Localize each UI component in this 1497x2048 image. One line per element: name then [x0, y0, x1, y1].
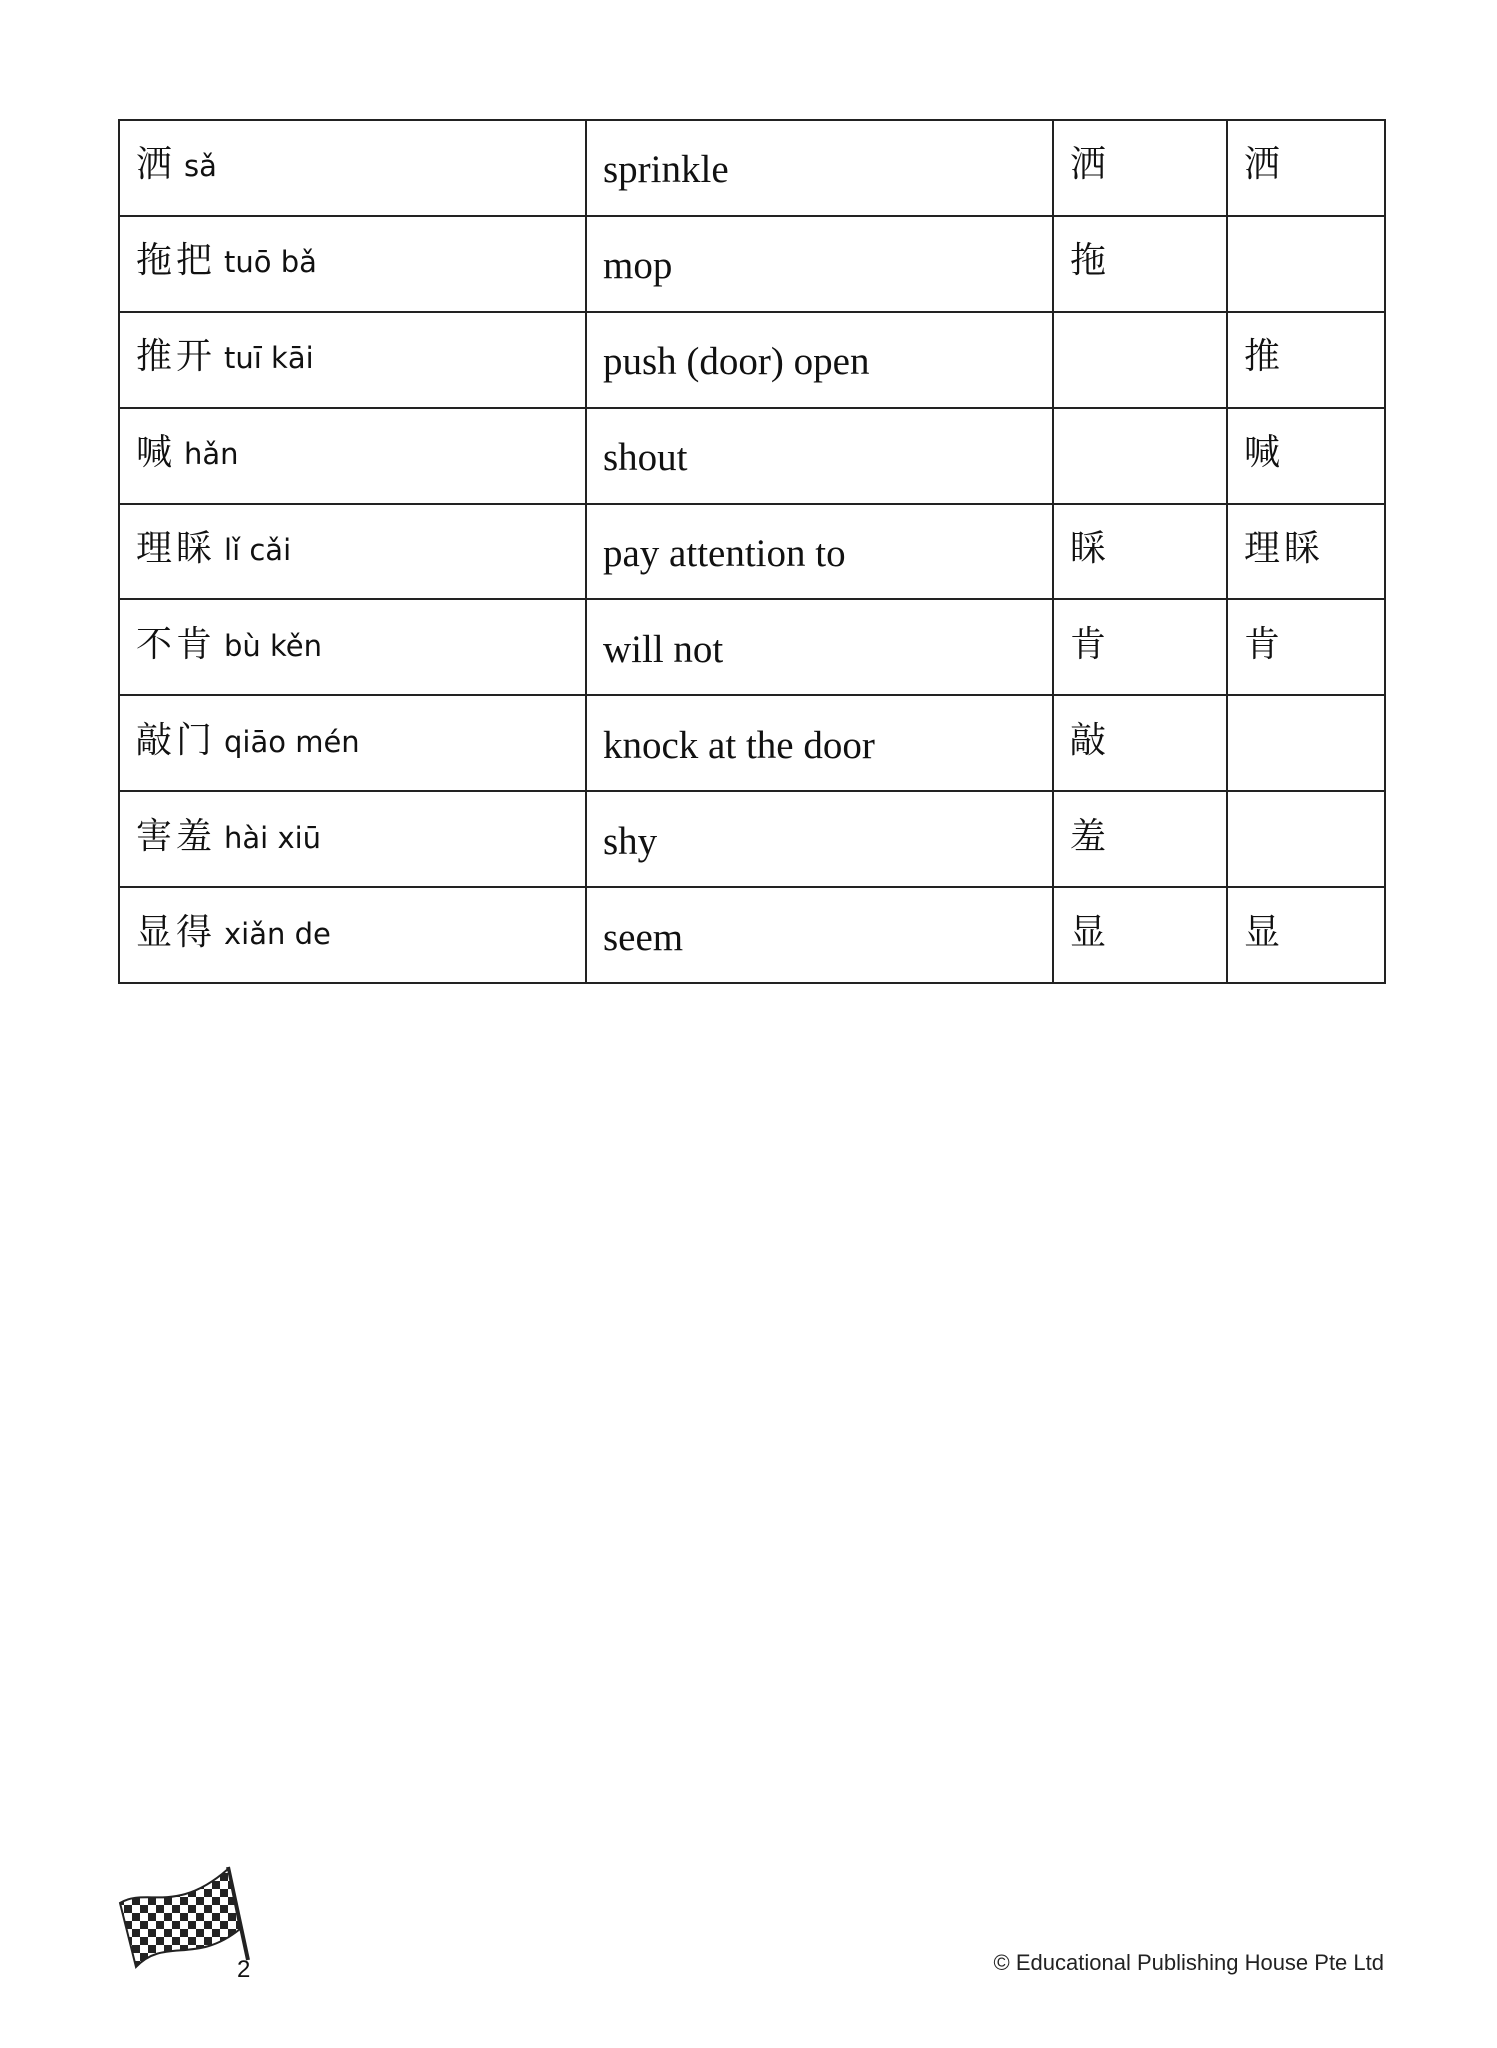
meaning-cell — [586, 695, 1053, 791]
meaning-cell — [586, 887, 1053, 983]
meaning-cell — [586, 312, 1053, 408]
word-cell — [119, 504, 586, 600]
chinese-word: 害羞 — [136, 815, 217, 857]
chinese-word: 敲门 — [136, 719, 217, 761]
pinyin: lǐ cǎi — [224, 532, 292, 567]
character-cell-a — [1053, 504, 1227, 600]
character-cell-a — [1053, 695, 1227, 791]
word-cell — [119, 791, 586, 887]
chinese-word: 拖把 — [136, 240, 217, 282]
character-cell-a — [1053, 408, 1227, 504]
character-b: 洒 — [1244, 144, 1285, 186]
checkered-flag-icon — [116, 1865, 256, 1975]
meaning-cell — [586, 791, 1053, 887]
character-b: 显 — [1244, 911, 1285, 953]
word-cell — [119, 120, 586, 216]
english-meaning: sprinkle — [603, 148, 729, 192]
word-cell — [119, 408, 586, 504]
chinese-word: 不肯 — [136, 623, 217, 665]
character-cell-a — [1053, 791, 1227, 887]
character-a: 显 — [1070, 911, 1111, 953]
character-cell-a — [1053, 120, 1227, 216]
character-cell-b — [1227, 791, 1385, 887]
meaning-cell — [586, 408, 1053, 504]
character-a: 羞 — [1070, 815, 1111, 857]
character-b: 理睬 — [1244, 527, 1325, 569]
character-a: 洒 — [1070, 144, 1111, 186]
character-cell-b — [1227, 408, 1385, 504]
character-a: 肯 — [1070, 623, 1111, 665]
meaning-cell — [586, 120, 1053, 216]
chinese-word: 显得 — [136, 911, 217, 953]
table-row — [119, 504, 1385, 600]
pinyin: hǎn — [184, 437, 239, 472]
chinese-word: 推开 — [136, 336, 217, 378]
english-meaning: will not — [603, 627, 724, 671]
character-cell-b — [1227, 312, 1385, 408]
character-b: 肯 — [1244, 623, 1285, 665]
character-a: 敲 — [1070, 719, 1111, 761]
copyright-notice: © Educational Publishing House Pte Ltd — [993, 1950, 1384, 1975]
english-meaning: shy — [603, 819, 658, 863]
english-meaning: push (door) open — [603, 340, 870, 384]
chinese-word: 喊 — [136, 432, 177, 474]
word-cell — [119, 695, 586, 791]
english-meaning: shout — [603, 436, 688, 480]
table-row — [119, 408, 1385, 504]
table-row — [119, 695, 1385, 791]
character-cell-b — [1227, 504, 1385, 600]
word-cell — [119, 216, 586, 312]
english-meaning: pay attention to — [603, 531, 846, 575]
word-cell — [119, 887, 586, 983]
vocabulary-table-body — [119, 120, 1385, 983]
pinyin: qiāo mén — [224, 724, 360, 759]
word-cell — [119, 312, 586, 408]
table-row — [119, 791, 1385, 887]
table-row — [119, 120, 1385, 216]
character-cell-a — [1053, 599, 1227, 695]
word-cell — [119, 599, 586, 695]
chinese-word: 理睬 — [136, 527, 217, 569]
character-cell-a — [1053, 887, 1227, 983]
pinyin: sǎ — [184, 149, 217, 184]
pinyin: tuō bǎ — [224, 245, 317, 280]
character-cell-b — [1227, 695, 1385, 791]
english-meaning: seem — [603, 915, 684, 959]
table-row — [119, 216, 1385, 312]
pinyin: tuī kāi — [224, 341, 314, 376]
english-meaning: knock at the door — [603, 723, 875, 767]
vocabulary-table — [118, 119, 1386, 984]
character-b: 推 — [1244, 336, 1285, 378]
english-meaning: mop — [603, 244, 673, 288]
meaning-cell — [586, 599, 1053, 695]
table-row — [119, 887, 1385, 983]
table-row — [119, 312, 1385, 408]
meaning-cell — [586, 504, 1053, 600]
character-cell-a — [1053, 312, 1227, 408]
character-cell-b — [1227, 120, 1385, 216]
character-cell-b — [1227, 216, 1385, 312]
page-number: 2 — [237, 1956, 251, 1983]
character-cell-b — [1227, 599, 1385, 695]
meaning-cell — [586, 216, 1053, 312]
chinese-word: 洒 — [136, 144, 177, 186]
character-cell-b — [1227, 887, 1385, 983]
character-b: 喊 — [1244, 432, 1285, 474]
pinyin: xiǎn de — [224, 916, 331, 951]
pinyin: bù kěn — [224, 628, 323, 663]
character-a: 拖 — [1070, 240, 1111, 282]
character-cell-a — [1053, 216, 1227, 312]
pinyin: hài xiū — [224, 820, 322, 855]
table-row — [119, 599, 1385, 695]
character-a: 睬 — [1070, 527, 1111, 569]
